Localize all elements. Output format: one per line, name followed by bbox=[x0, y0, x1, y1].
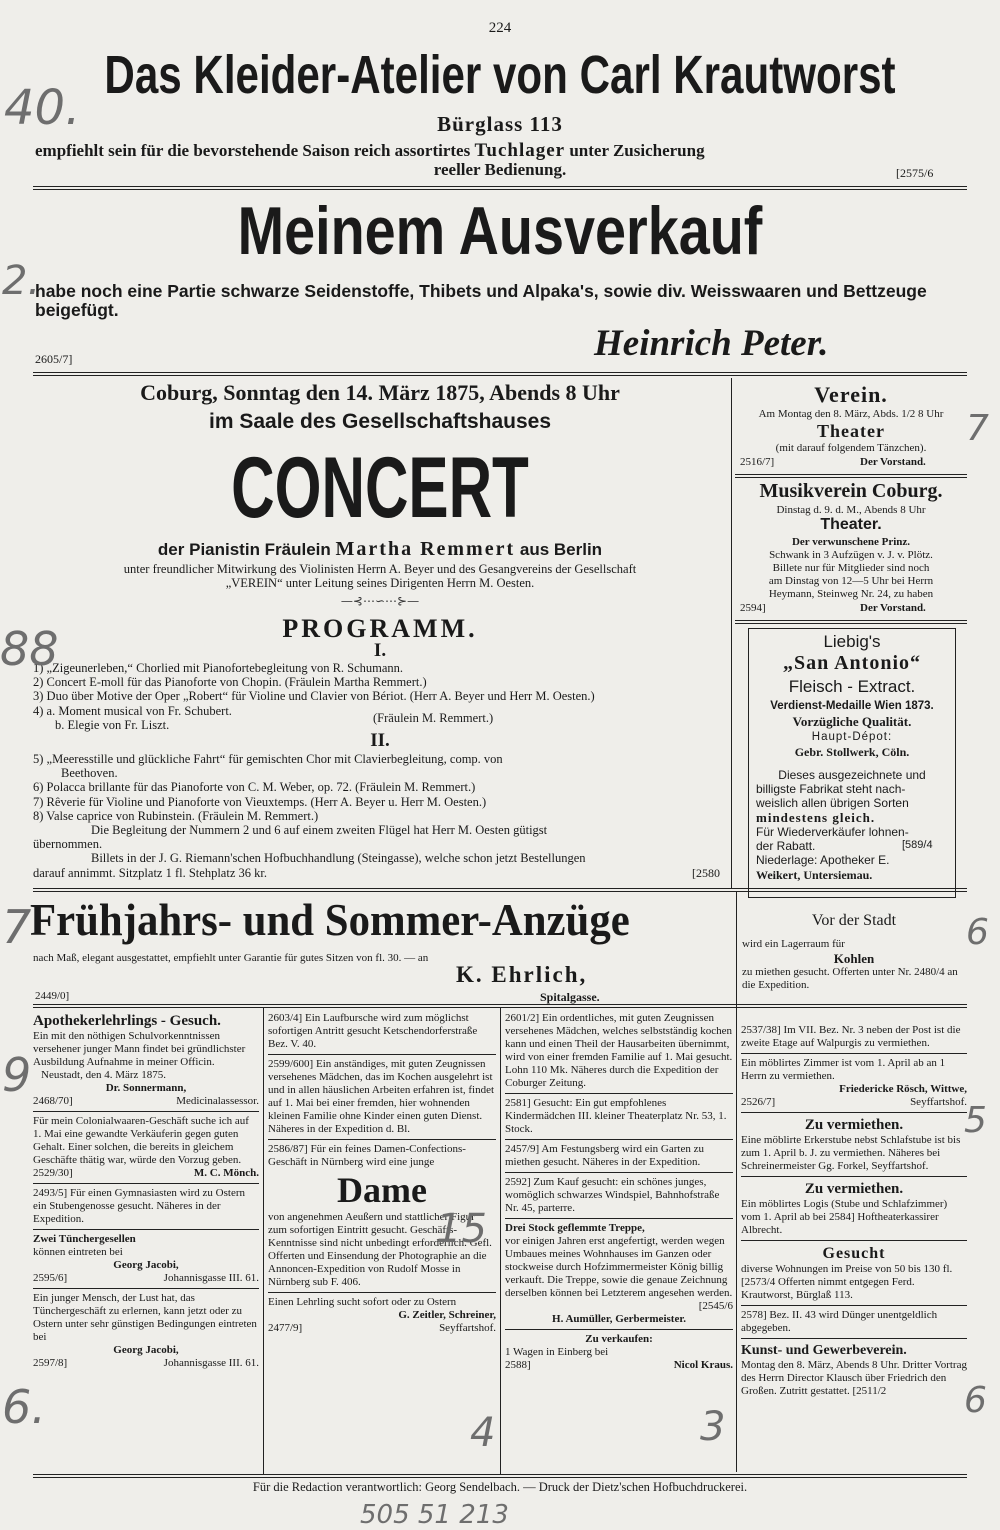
ad-signature-2: Johannisgasse III. 61. bbox=[163, 1272, 259, 1284]
ads-column-1 bbox=[33, 1012, 259, 1370]
program-item-1: 1) „Zigeunerleben,“ Chorlied mit Pianofortebegleitung von R. Schumann. bbox=[33, 661, 404, 675]
vds-kohlen: Kohlen bbox=[833, 951, 875, 966]
liebig-l13: der Rabatt. bbox=[756, 839, 816, 853]
ad-text: Einen Lehrling sucht sofort oder zu Ostern bbox=[268, 1296, 457, 1308]
ad-footer bbox=[268, 1322, 496, 1335]
verein-title: Verein. bbox=[814, 382, 888, 407]
pencil-mark: 7 bbox=[2, 900, 32, 954]
ornament-divider: —⊰⋯∽⋯⊱— bbox=[340, 594, 420, 608]
divider bbox=[741, 1176, 967, 1177]
program-item-4b: b. Elegie von Fr. Liszt. bbox=[55, 717, 170, 732]
liebig-l10: weislich allen übrigen Sorten bbox=[756, 796, 909, 810]
divider bbox=[268, 1292, 496, 1293]
kraut-text1: empfiehlt sein für die bevorstehende Saison reich assortirtes bbox=[35, 141, 471, 160]
ehrlich-line: nach Maß, elegant ausgestattet, empfiehlt unter Garantie für gutes Sitzen von fl. 30. — an bbox=[33, 952, 429, 964]
divider bbox=[505, 1139, 733, 1140]
divider bbox=[33, 1288, 259, 1289]
ads-column-3 bbox=[505, 1012, 733, 1372]
ad-text: 2592] Zum Kauf gesucht: ein schönes junges, womöglich schwarzes Windspiel, Bahnhofstraße Nr. 45, parterre. bbox=[505, 1176, 720, 1214]
vds-title: Vor der Stadt bbox=[811, 912, 897, 929]
vds-text2: zu miethen gesucht. Offerten unter Nr. 2480/4 an die Expedition. bbox=[742, 966, 958, 991]
divider bbox=[33, 1183, 259, 1184]
ad-heading: Drei Stock geflemmte Treppe, bbox=[505, 1222, 645, 1234]
pencil-mark: 6. bbox=[2, 1380, 46, 1434]
ad-footer bbox=[741, 1096, 967, 1109]
liebig-l9: billigste Fabrikat steht nach- bbox=[756, 782, 906, 796]
musikverein-line2: Der verwunschene Prinz. bbox=[791, 536, 911, 548]
ehrlich-ref: 2449/0] bbox=[35, 990, 70, 1002]
ad-signature: Nicol Kraus. bbox=[673, 1359, 733, 1371]
verein-theater: Theater bbox=[817, 421, 885, 441]
divider bbox=[741, 1112, 967, 1113]
ehrlich-title: Frühjahrs- und Sommer-Anzüge bbox=[30, 894, 630, 945]
column-rule bbox=[731, 378, 732, 888]
ad-footer bbox=[505, 1359, 733, 1372]
program-note: Die Begleitung der Nummern 2 und 6 auf einem zweiten Flügel hat Herr M. Oesten gütigst bbox=[91, 823, 548, 838]
ads-column-4 bbox=[741, 1024, 967, 1398]
divider bbox=[505, 1172, 733, 1173]
concert-venue: im Saale des Gesellschaftshauses bbox=[208, 410, 552, 433]
ad-heading: Apothekerlehrlings - Gesuch. bbox=[33, 1013, 221, 1029]
liebig-l2: „San Antonio“ bbox=[782, 652, 922, 674]
pencil-mark: 2. bbox=[2, 258, 41, 304]
pencil-mark: 6 bbox=[964, 1380, 987, 1421]
pencil-mark: 5 bbox=[964, 1100, 987, 1141]
divider bbox=[505, 1093, 733, 1094]
page-number: 224 bbox=[488, 20, 512, 36]
musikverein-line6: Heymann, Steinweg Nr. 24, zu haben bbox=[768, 588, 934, 600]
ad-signature-2: Medicinalassessor. bbox=[176, 1095, 259, 1107]
concert-line1a: der Pianistin Fräulein bbox=[157, 540, 331, 559]
ad-heading: Zu verkaufen: bbox=[585, 1333, 653, 1345]
divider bbox=[741, 1305, 967, 1306]
ad-ref: 2526/7] bbox=[741, 1096, 776, 1108]
part1-heading: I. bbox=[373, 640, 387, 661]
ehrlich-title-wrap bbox=[30, 890, 730, 952]
concert-line1b: aus Berlin bbox=[519, 540, 603, 559]
peter-title: Meinem Ausverkauf bbox=[237, 193, 763, 269]
program-note-2: übernommen. bbox=[33, 837, 103, 852]
ad-signature-2: Seyffartshof. bbox=[439, 1322, 496, 1334]
program-tickets: Billets in der J. G. Riemann'schen Hofbuchhandlung (Steingasse), welche schon jetzt Bestellungen bbox=[91, 851, 586, 866]
divider bbox=[735, 620, 967, 624]
ad-heading: Zu vermiethen. bbox=[804, 1117, 904, 1133]
ad-text: 1 Wagen in Einberg bei bbox=[505, 1346, 609, 1358]
kraut-title: Das Kleider-Atelier von Carl Krautworst bbox=[104, 45, 896, 105]
musikverein-line4: Billete nur für Mitglieder sind noch bbox=[772, 562, 930, 574]
concert-artist: Martha Remmert bbox=[335, 538, 516, 560]
divider bbox=[33, 1229, 259, 1230]
musikverein-sign: Der Vorstand. bbox=[860, 602, 926, 614]
musikverein-theater: Theater. bbox=[820, 516, 882, 533]
program-part2 bbox=[33, 752, 728, 880]
ad-signature: G. Zeitler, Schreiner, bbox=[398, 1309, 496, 1321]
kraut-text bbox=[35, 140, 705, 162]
peter-text: habe noch eine Partie schwarze Seidenstoffe, Thibets und Alpaka's, sowie div. Weisswaaren und Bettzeuge beigefügt. bbox=[35, 281, 927, 320]
program-item-5b: Beethoven. bbox=[61, 766, 118, 781]
ad-text: 2578] Bez. II. 43 wird Dünger unentgeldlich abgegeben. bbox=[741, 1309, 938, 1334]
program-item-3: 3) Duo über Motive der Oper „Robert“ für Violine und Clavier von Bériot. (Herr A. Beyer und Herr M. Oesten.) bbox=[33, 689, 595, 704]
peter-ref: 2605/7] bbox=[35, 352, 73, 366]
ad-signature: M. C. Mönch. bbox=[193, 1167, 259, 1179]
column-rule bbox=[736, 892, 737, 1472]
pencil-mark-bottom: 505 51 213 bbox=[360, 1500, 509, 1530]
ad-text: Ein mit den nöthigen Schulvorkenntnissen versehener junger Mann findet bei gründlichster Ausbildung Aufnahme in meiner Officin. bbox=[33, 1030, 246, 1068]
ad-text: von angenehmen Aeußern und stattlicher Figur zum sofortigen Eintritt gesucht. Geschäfts-Kenntnisse sind nicht unbedingt erforderlich. Gefl. Offerten und Einsendung der Photographie an die Annoncen-Expedition von Rudolf Mosse in Nürnberg sub F. 406. bbox=[268, 1211, 492, 1288]
ad-text: Für mein Colonialwaaren-Geschäft suche ich auf 1. Mai eine gewandte Verkäuferin gegen guten Gehalt. Einer solchen, die bereits in gleichem Geschäfte thätig war, würde den Vorzug geben. bbox=[33, 1115, 249, 1166]
pencil-mark: 7 bbox=[966, 408, 989, 449]
kraut-title-wrap bbox=[60, 40, 940, 110]
ad-ref: [2545/6 bbox=[698, 1300, 733, 1312]
concert-ref: [2580 bbox=[692, 866, 720, 880]
ad-text: Neustadt, den 4. März 1875. bbox=[41, 1069, 166, 1081]
part2-heading: II. bbox=[370, 730, 390, 751]
liebig-l6: Haupt-Dépot: bbox=[811, 731, 893, 743]
pencil-mark: 4 bbox=[470, 1410, 496, 1456]
liebig-l12: Für Wiederverkäufer lohnen- bbox=[756, 825, 909, 839]
liebig-l1: Liebig's bbox=[823, 632, 881, 651]
ad-text: vor einigen Jahren erst angefertigt, werden wegen Umbaues meines Wohnhauses im Ganzen oder stockweise durch Hofzimmermeister König billig verkauft. Die Treppe, sowie die genaue Zeichnung derselben können bei Letzterem angesehen werden. bbox=[505, 1235, 733, 1299]
ad-text: 2537/38] Im VII. Bez. Nr. 3 neben der Post ist die zweite Etage auf Walpurgis zu vermiethen. bbox=[741, 1024, 961, 1049]
divider bbox=[33, 1111, 259, 1112]
ad-signature: Georg Jacobi, bbox=[113, 1259, 179, 1271]
divider bbox=[33, 1474, 967, 1478]
musikverein-line3: Schwank in 3 Aufzügen v. J. v. Plötz. bbox=[769, 549, 933, 561]
liebig-l4: Verdienst-Medaille Wien 1873. bbox=[770, 700, 934, 712]
verein-line1: Am Montag den 8. März, Abds. 1/2 8 Uhr bbox=[758, 408, 944, 420]
vds-text: wird ein Lagerraum für bbox=[742, 938, 845, 950]
ad-signature: Friedericke Rösch, Wittwe, bbox=[839, 1083, 967, 1095]
ad-ref: 2529/30] bbox=[33, 1167, 73, 1179]
program-item-8: 8) Valse caprice von Rubinstein. (Fräulein M. Remmert.) bbox=[33, 808, 319, 823]
divider bbox=[741, 1338, 967, 1339]
ad-text: Montag den 8. März, Abends 8 Uhr. Dritter Vortrag des Herrn Director Klausch über Friedrich den Großen. Zutritt gestattet. [2511/2 bbox=[741, 1359, 967, 1397]
ad-text: 2603/4] Ein Laufbursche wird zum möglichst sofortigen Antritt gesucht Ketschendorferstraße Bez. V. 40. bbox=[268, 1012, 478, 1050]
concert-line2: unter freundlicher Mitwirkung des Violinisten Herrn A. Beyer und des Gesangvereins der Gesellschaft bbox=[123, 562, 637, 576]
programm-heading: PROGRAMM. bbox=[282, 614, 478, 643]
ad-big-word: Dame bbox=[337, 1170, 427, 1210]
ad-text: diverse Wohnungen im Preise von 50 bis 130 fl. [2573/4 Offerten nimmt entgegen Ferd. Krautworst, Bürglaß 113. bbox=[741, 1263, 953, 1301]
ad-text: Eine möblirte Erkerstube nebst Schlafstube ist bis zum 1. April b. J. zu vermiethen. Näheres bei Schreinermeister Gg. Forkel, Seyffartshof. bbox=[741, 1134, 961, 1172]
peter-title-wrap bbox=[100, 190, 900, 272]
divider bbox=[741, 1240, 967, 1241]
ad-signature-2: Seyffartshof. bbox=[910, 1096, 967, 1108]
pencil-mark: 88 bbox=[0, 622, 59, 676]
liebig-l7: Gebr. Stollwerk, Cöln. bbox=[794, 745, 910, 759]
concert-dateline: Coburg, Sonntag den 14. März 1875, Abends 8 Uhr bbox=[140, 380, 620, 405]
concert-title: CONCERT bbox=[231, 440, 529, 536]
ad-ref: 2477/9] bbox=[268, 1322, 303, 1334]
verein-line2: (mit darauf folgendem Tänzchen). bbox=[775, 442, 927, 454]
verein-sign: Der Vorstand. bbox=[860, 456, 926, 468]
kraut-text2: unter Zusicherung bbox=[569, 141, 705, 160]
musikverein-line5: am Dinstag von 12—5 Uhr bei Herrn bbox=[768, 575, 934, 587]
ad-text: können eintreten bei bbox=[33, 1246, 123, 1258]
liebig-l3: Fleisch - Extract. bbox=[788, 677, 916, 696]
column-rule bbox=[263, 1008, 264, 1474]
ad-ref: 2468/70] bbox=[33, 1095, 73, 1107]
program-item-4-performer: (Fräulein M. Remmert.) bbox=[373, 710, 494, 725]
divider bbox=[33, 372, 967, 376]
concert-line1 bbox=[35, 538, 725, 561]
ad-text: 2599/600] Ein anständiges, mit guten Zeugnissen versehenes Mädchen, das im Kochen ausgelehrt ist und in allen häuslichen Arbeiten erfahren ist, findet auf 1. Mai bei einer fremden, hier wohnenden kleinen Familie ohne Kinder einen guten Dienst. Näheres in der Expedition d. Bl. bbox=[268, 1058, 495, 1135]
pencil-mark: 15 bbox=[436, 1206, 487, 1252]
ehrlich-name: K. Ehrlich, bbox=[456, 962, 588, 987]
ad-signature: H. Aumüller, Gerbermeister. bbox=[552, 1313, 686, 1325]
ad-text: 2601/2] Ein ordentliches, mit guten Zeugnissen versehenes Mädchen, welches selbstständig kochen kann und einen Theil der Hausarbeiten übernimmt, wird von einer fremden Familie auf 1. Mai gesucht. Lohn 110 Mk. Näheres durch die Expedition der Coburger Zeitung. bbox=[505, 1012, 733, 1089]
ehrlich-street: Spitalgasse. bbox=[540, 990, 600, 1004]
kraut-ref: [2575/6 bbox=[896, 166, 934, 180]
kraut-tuchlager: Tuchlager bbox=[474, 140, 566, 161]
ad-heading: Gesucht bbox=[822, 1245, 886, 1262]
liebig-l11: mindestens gleich. bbox=[756, 810, 876, 825]
peter-signature: Heinrich Peter. bbox=[594, 323, 829, 364]
program-item-7: 7) Rêverie für Violine und Pianoforte von Vieuxtemps. (Herr A. Beyer u. Herr M. Oesten.) bbox=[33, 794, 487, 809]
ad-text: 2457/9] Am Festungsberg wird ein Garten zu miethen gesucht. Näheres in der Expedition. bbox=[505, 1143, 704, 1168]
program-item-4 bbox=[33, 704, 733, 732]
musikverein-ref: 2594] bbox=[740, 602, 766, 614]
program-item-2: 2) Concert E-moll für das Pianoforte von Chopin. (Fräulein Martha Remmert.) bbox=[33, 675, 427, 690]
pencil-mark: 3 bbox=[700, 1404, 726, 1450]
liebig-l15: Weikert, Untersiemau. bbox=[756, 868, 873, 882]
divider bbox=[735, 474, 967, 478]
ad-footer bbox=[33, 1167, 259, 1180]
kraut-address: Bürglass 113 bbox=[437, 112, 563, 136]
pencil-mark: 6 bbox=[966, 912, 989, 953]
concert-line3: „VEREIN“ unter Leitung seines Dirigenten Herrn M. Oesten. bbox=[225, 576, 535, 590]
program-part1 bbox=[33, 661, 733, 732]
kraut-text3: reeller Bedienung. bbox=[433, 160, 567, 179]
program-tickets-2: darauf annimmt. Sitzplatz 1 fl. Stehplatz 36 kr. bbox=[33, 865, 267, 880]
ad-heading: Zwei Tünchergesellen bbox=[33, 1233, 136, 1245]
liebig-l14: Niederlage: Apotheker E. bbox=[756, 853, 890, 867]
divider bbox=[741, 1053, 967, 1054]
program-item-4a: 4) a. Moment musical von Fr. Schubert. bbox=[33, 703, 232, 718]
program-item-6: 6) Polacca brillante für das Pianoforte von C. M. Weber, op. 72. (Fräulein M. Remmert.) bbox=[33, 780, 476, 795]
ad-footer bbox=[33, 1357, 259, 1370]
divider bbox=[505, 1218, 733, 1219]
ad-heading: Kunst- und Gewerbeverein. bbox=[741, 1343, 907, 1358]
divider bbox=[268, 1139, 496, 1140]
ad-text: 2581] Gesucht: Ein gut empfohlenes Kindermädchen III. kleiner Theaterplatz Nr. 53, 1. Stock. bbox=[505, 1097, 727, 1135]
musikverein-line1: Dinstag d. 9. d. M., Abends 8 Uhr bbox=[776, 504, 926, 516]
ad-text: Ein möblirtes Logis (Stube und Schlafzimmer) vom 1. April ab bei 2584] Hoftheaterkassirer Albrecht. bbox=[741, 1198, 948, 1236]
ad-signature-2: Johannisgasse III. 61. bbox=[163, 1357, 259, 1369]
ad-footer bbox=[33, 1272, 259, 1285]
liebig-l5: Vorzügliche Qualität. bbox=[792, 714, 912, 729]
ad-ref: 2588] bbox=[505, 1359, 531, 1371]
ad-ref: 2597/8] bbox=[33, 1357, 68, 1369]
ads-column-2 bbox=[268, 1012, 496, 1335]
ad-signature: Georg Jacobi, bbox=[113, 1344, 179, 1356]
program-item-5: 5) „Meeresstille und glückliche Fahrt“ für gemischten Chor mit Clavierbegleitung, comp. von bbox=[33, 752, 503, 766]
ad-footer bbox=[33, 1095, 259, 1108]
divider bbox=[505, 1329, 733, 1330]
ad-text: Ein junger Mensch, der Lust hat, das Tünchergeschäft zu erlernen, kann jetzt oder zu Ostern unter sehr günstigen Bedingungen eintreten bei bbox=[33, 1292, 257, 1343]
divider bbox=[268, 1054, 496, 1055]
pencil-mark: 9 bbox=[2, 1048, 32, 1102]
ad-heading: Zu vermiethen. bbox=[804, 1181, 904, 1197]
ad-ref: 2595/6] bbox=[33, 1272, 68, 1284]
ad-text: 2586/87] Für ein feines Damen-Confections-Geschäft in Nürnberg wird eine junge bbox=[268, 1143, 466, 1168]
column-rule bbox=[500, 1008, 501, 1474]
verein-ref: 2516/7] bbox=[740, 456, 775, 468]
pencil-mark: 40. bbox=[4, 80, 81, 136]
concert-title-wrap bbox=[160, 440, 600, 536]
liebig-l13ref: [589/4 bbox=[902, 839, 933, 851]
footer-imprint: Für die Redaction verantwortlich: Georg Sendelbach. — Druck der Dietz'schen Hofbuchdruckerei. bbox=[252, 1480, 748, 1494]
liebig-l8: Dieses ausgezeichnete und bbox=[778, 768, 926, 782]
ad-text: 2493/5] Für einen Gymnasiasten wird zu Ostern ein Stubengenosse gesucht. Näheres in der Expedition. bbox=[33, 1187, 246, 1225]
ad-signature: Dr. Sonnermann, bbox=[105, 1082, 187, 1094]
musikverein-title: Musikverein Coburg. bbox=[759, 480, 943, 502]
ad-text: Ein möblirtes Zimmer ist vom 1. April ab an 1 Herrn zu vermiethen. bbox=[741, 1057, 946, 1082]
